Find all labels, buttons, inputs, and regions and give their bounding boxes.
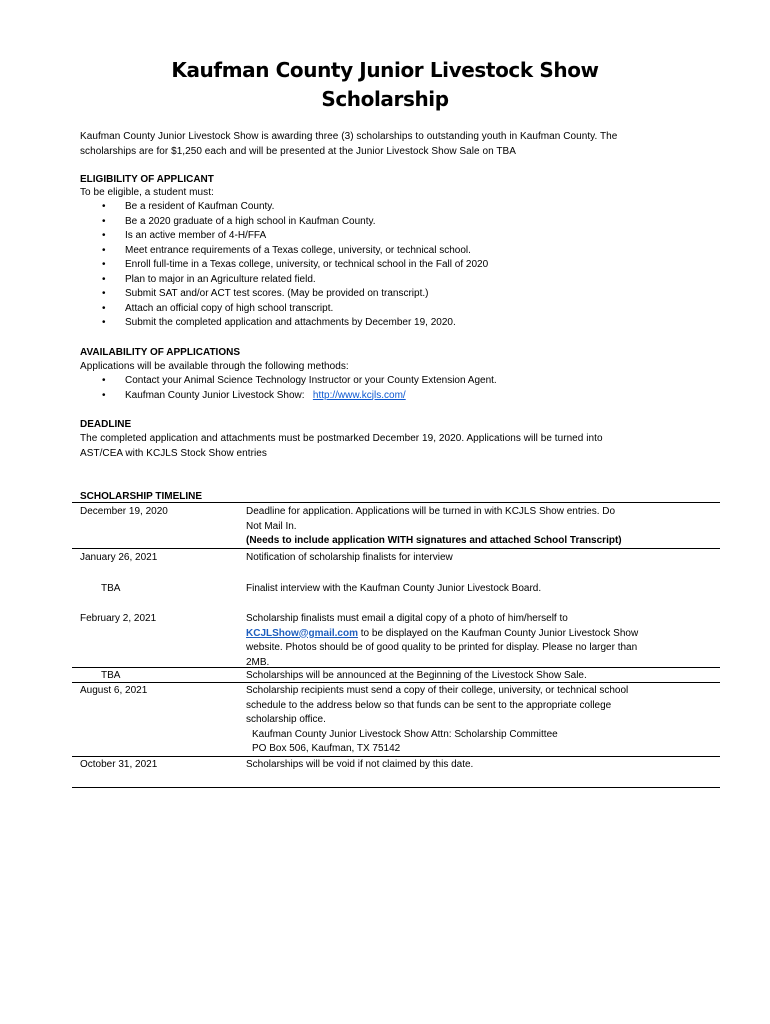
timeline-date: TBA <box>101 583 121 594</box>
bullet-icon: • <box>102 244 106 256</box>
timeline-date: August 6, 2021 <box>80 685 148 696</box>
timeline-heading: SCHOLARSHIP TIMELINE <box>80 491 203 502</box>
deadline-paragraph: The completed application and attachments must be postmarked December 19, 2020. Applications will be turned into AST/CEA with KCJLS Stock Show entries <box>80 433 603 459</box>
intro-line: scholarships are for $1,250 each and will be presented at the Junior Livestock Show Sale on TBA <box>80 146 516 157</box>
timeline-date: TBA <box>101 670 121 681</box>
table-row-divider <box>72 682 720 683</box>
list-item: • Meet entrance requirements of a Texas college, university, or technical school. <box>80 244 488 259</box>
bullet-icon: • <box>102 302 106 314</box>
bullet-icon: • <box>102 259 106 270</box>
availability-list <box>80 374 497 403</box>
list-item: • Submit SAT and/or ACT test scores. (May be provided on transcript.) <box>80 287 488 302</box>
table-bottom-rule <box>72 787 720 788</box>
list-item: • Contact your Animal Science Technology Instructor or your County Extension Agent. <box>80 374 497 389</box>
availability-heading: AVAILABILITY OF APPLICATIONS <box>80 347 240 358</box>
list-item: • Is an active member of 4-H/FFA <box>80 229 488 244</box>
timeline-date: October 31, 2021 <box>80 759 158 770</box>
bullet-icon: • <box>102 375 106 386</box>
table-row-divider <box>72 548 720 549</box>
timeline-description: Scholarship recipients must send a copy of their college, university, or technical school schedule to the address below so that funds can be sent to the appropriate college scholarship office. Kaufman County Junior Livestock Show Attn: Scholarship Committee PO Box 506, Kaufman, TX 75142 <box>246 685 629 754</box>
timeline-description: Deadline for application. Applications will be turned in with KCJLS Show entries. Do Not Mail In. (Needs to include application WITH signatures and attached School Transcript) <box>246 506 622 546</box>
timeline-description: Scholarships will be announced at the Beginning of the Livestock Show Sale. <box>246 670 587 681</box>
bullet-icon: • <box>102 288 106 299</box>
timeline-date: February 2, 2021 <box>80 613 157 624</box>
bullet-icon: • <box>102 201 106 212</box>
bullet-icon: • <box>102 389 106 401</box>
bullet-icon: • <box>102 273 106 285</box>
list-item: • Be a 2020 graduate of a high school in Kaufman County. <box>80 215 488 230</box>
list-item: • Be a resident of Kaufman County. <box>80 200 488 215</box>
list-item: • Plan to major in an Agriculture related field. <box>80 273 488 288</box>
deadline-heading: DEADLINE <box>80 419 132 430</box>
list-item: • Submit the completed application and attachments by December 19, 2020. <box>80 316 488 331</box>
bullet-icon: • <box>102 215 106 227</box>
table-row-divider <box>72 667 720 668</box>
bullet-icon: • <box>102 317 106 328</box>
table-rule <box>72 502 720 503</box>
timeline-description: Notification of scholarship finalists for interview <box>246 552 453 563</box>
page-title-line1: Kaufman County Junior Livestock Show <box>171 58 599 82</box>
timeline-description: Finalist interview with the Kaufman County Junior Livestock Board. <box>246 583 542 594</box>
page-title-line2: Scholarship <box>321 87 449 111</box>
intro-paragraph <box>80 129 700 159</box>
website-link[interactable]: http://www.kcjls.com/ <box>312 389 406 401</box>
list-item: • Enroll full-time in a Texas college, university, or technical school in the Fall of 2020 <box>80 258 488 273</box>
table-row-divider <box>72 756 720 757</box>
timeline-description: Scholarship finalists must email a digital copy of a photo of him/herself to KCJLShow@gmail.com to be displayed on the Kaufman County Junior Livestock Show website. Photos should be of good quality to be printed for display. Please no larger than 2MB. <box>246 613 639 668</box>
intro-line: Kaufman County Junior Livestock Show is awarding three (3) scholarships to outstanding youth in Kaufman County. The <box>80 131 618 142</box>
eligibility-lead: To be eligible, a student must: <box>80 187 214 198</box>
email-link[interactable]: KCJLShow@gmail.com <box>246 627 358 639</box>
timeline-date: December 19, 2020 <box>80 506 168 517</box>
timeline-description: Scholarships will be void if not claimed by this date. <box>246 759 474 770</box>
eligibility-heading: ELIGIBILITY OF APPLICANT <box>80 174 214 185</box>
eligibility-list <box>80 200 488 331</box>
list-item: • Attach an official copy of high school transcript. <box>80 302 488 317</box>
timeline-date: January 26, 2021 <box>80 552 158 563</box>
availability-lead: Applications will be available through the following methods: <box>80 361 349 372</box>
bullet-icon: • <box>102 230 106 241</box>
list-item: • Kaufman County Junior Livestock Show: http://www.kcjls.com/ <box>80 389 497 404</box>
